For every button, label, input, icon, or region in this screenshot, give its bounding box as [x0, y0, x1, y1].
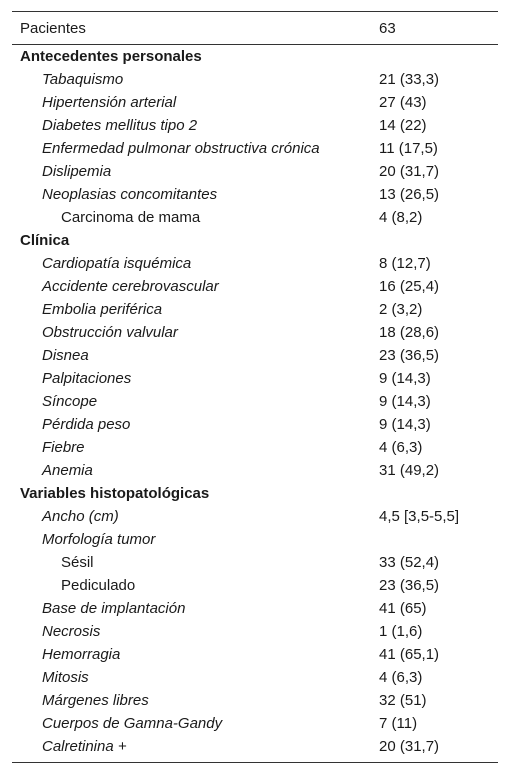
table-row [12, 160, 498, 183]
row-value: 32 (51) [379, 692, 427, 709]
header-label: Pacientes [20, 19, 86, 37]
table-row [12, 528, 498, 551]
table-row [12, 275, 498, 298]
row-value: 13 (26,5) [379, 186, 440, 203]
row-value: 20 (31,7) [379, 738, 440, 755]
table-row [12, 689, 498, 712]
row-label: Dislipemia [42, 163, 112, 180]
row-label: Base de implantación [42, 600, 186, 617]
row-value: 14 (22) [379, 117, 427, 134]
table-row [12, 298, 498, 321]
section-title: Clínica [20, 232, 70, 249]
table-row [12, 459, 498, 482]
row-label: Márgenes libres [42, 692, 149, 709]
row-label: Calretinina + [42, 738, 127, 755]
table-row [12, 321, 498, 344]
row-value: 1 (1,6) [379, 623, 423, 640]
row-value: 8 (12,7) [379, 255, 431, 272]
row-value: 23 (36,5) [379, 347, 440, 364]
row-label: Pediculado [61, 577, 136, 594]
table-row [12, 390, 498, 413]
row-label: Mitosis [42, 669, 89, 686]
section-header-row [12, 482, 498, 505]
row-label: Accidente cerebrovascular [42, 278, 219, 295]
row-label: Necrosis [42, 623, 101, 640]
row-value: 16 (25,4) [379, 278, 440, 295]
row-label: Fiebre [42, 439, 85, 456]
table-header-row [12, 12, 498, 45]
row-label: Síncope [42, 393, 98, 410]
row-value: 9 (14,3) [379, 370, 431, 387]
section-header-row [12, 229, 498, 252]
row-label: Cuerpos de Gamna-Gandy [42, 715, 223, 732]
row-value: 4 (8,2) [379, 209, 423, 226]
row-label: Morfología tumor [42, 531, 156, 548]
table-row [12, 206, 498, 229]
row-label: Hemorragia [42, 646, 121, 663]
table-body [12, 45, 498, 762]
row-value: 7 (11) [379, 715, 418, 732]
table-row [12, 91, 498, 114]
table-row [12, 643, 498, 666]
row-label: Neoplasias concomitantes [42, 186, 218, 203]
row-label: Obstrucción valvular [42, 324, 178, 341]
row-value: 11 (17,5) [379, 140, 438, 157]
table-row [12, 114, 498, 137]
row-value: 4 (6,3) [379, 439, 423, 456]
row-label: Tabaquismo [42, 71, 124, 88]
table-row [12, 505, 498, 528]
row-value: 21 (33,3) [379, 71, 440, 88]
table-row [12, 68, 498, 91]
table-row [12, 183, 498, 206]
row-label: Sésil [61, 554, 94, 571]
row-value: 9 (14,3) [379, 393, 431, 410]
data-table [12, 11, 498, 763]
table-row [12, 436, 498, 459]
row-value: 4 (6,3) [379, 669, 423, 686]
table-row [12, 344, 498, 367]
row-label: Carcinoma de mama [61, 209, 201, 226]
section-header-row [12, 45, 498, 68]
section-title: Antecedentes personales [20, 48, 202, 65]
table-row [12, 597, 498, 620]
row-label: Anemia [42, 462, 93, 479]
row-value: 4,5 [3,5-5,5] [379, 508, 460, 525]
row-value: 20 (31,7) [379, 163, 440, 180]
table-row [12, 735, 498, 758]
table-row [12, 620, 498, 643]
row-label: Disnea [42, 347, 89, 364]
row-label: Ancho (cm) [42, 508, 119, 525]
row-value: 41 (65,1) [379, 646, 440, 663]
table-row [12, 137, 498, 160]
row-label: Hipertensión arterial [42, 94, 177, 111]
header-value: 63 [379, 19, 396, 37]
row-value: 27 (43) [379, 94, 427, 111]
row-value: 31 (49,2) [379, 462, 440, 479]
row-value: 2 (3,2) [379, 301, 423, 318]
row-value: 9 (14,3) [379, 416, 431, 433]
row-label: Enfermedad pulmonar obstructiva crónica [42, 140, 320, 157]
section-title: Variables histopatológicas [20, 485, 210, 502]
row-value: 18 (28,6) [379, 324, 440, 341]
table-row [12, 413, 498, 436]
row-label: Pérdida peso [42, 416, 131, 433]
table-row [12, 712, 498, 735]
row-value: 23 (36,5) [379, 577, 440, 594]
row-label: Diabetes mellitus tipo 2 [42, 117, 198, 134]
table-row [12, 574, 498, 597]
row-value: 33 (52,4) [379, 554, 440, 571]
row-label: Cardiopatía isquémica [42, 255, 192, 272]
row-label: Embolia periférica [42, 301, 163, 318]
table-row [12, 551, 498, 574]
table-row [12, 666, 498, 689]
row-label: Palpitaciones [42, 370, 132, 387]
table-row [12, 367, 498, 390]
table-row [12, 252, 498, 275]
row-value: 41 (65) [379, 600, 427, 617]
